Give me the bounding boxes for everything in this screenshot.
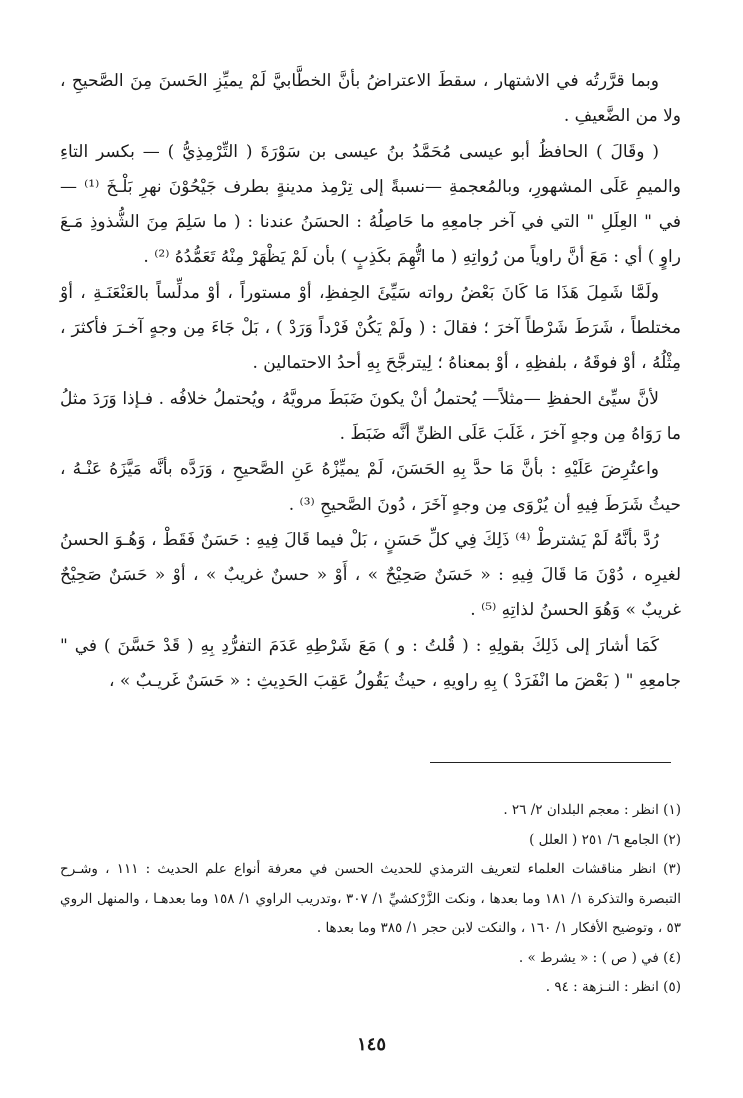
paragraph-7-text: كَمَا أشارَ إلى ذَلِكَ بقولِهِ : ( قُلتُ : و ) مَعَ شَرْطِهِ عَدَمَ التفرُّدِ بِهِ ( قَدْ حَسَّنَ ) في " جامعِهِ " ( بَعْضَ ما انْفَرَدْ ) بِهِ راويهِ ، حيثُ يَقُولُ عَقِبَ الحَدِيثِ : « حَسَنٌ غَريـبٌ » ،	[60, 635, 681, 692]
footnote-4: (٤) في ( ص ) : « يشرط » .	[518, 949, 681, 966]
paragraph-4	[60, 382, 681, 453]
footnote-5: (٥) انظر : النـزهة : ٩٤ .	[545, 979, 681, 995]
paragraph-3	[60, 276, 681, 382]
paragraph-2-text: ( وقَالَ ) الحافظُ أبو عيسى مُحَمَّدُ بنُ عيسى بن سَوْرَةَ ( التِّرْمِذِيُّ ) — بكسر التاءِ والميمِ عَلَى المشهورِ، وبالمُعجمةِ —نسبةً إلى تِرْمِذ مدينةٍ بطرف جَيْحُوْنَ نهرِ بَلْـخَ ⁽¹⁾ — في " العِلَلِ " التي في آخر جامعِهِ ما حَاصِلُهُ : الحسَنُ عندنا : ( ما سَلِمَ مِنَ الشُّذوذِ مَـعَ راوٍ ) أي : مَعَ أنَّ راوياً من رُواتِهِ ( ما اتُّهِمَ بكَذِبٍ ) بأن لَمْ يَظْهَرْ مِنْهُ تَعَمُّدُهُ ⁽²⁾ .	[60, 141, 681, 268]
paragraph-1-text: وبما قرَّرتُه في الاشتهار ، سقطَ الاعتراضُ بأنَّ الخطَّابيَّ لَمْ يميِّزِ الحَسنَ مِنَ الصَّحيحِ ، ولا من الضَّعيفِ .	[60, 71, 681, 127]
paragraph-2	[60, 135, 681, 276]
paragraph-5-text: واعتُرِضَ عَلَيْهِ : بأنَّ مَا حدَّ بِهِ الحَسَنَ، لَمْ يميِّزْهُ عَنِ الصَّحيحِ ، وَرَدَّه بأنَّه مَيَّزَهُ عَنْـهُ ، حيثُ شَرَطَ فِيهِ أن يُرْوَى مِن وجهٍ آخَرَ ، دُونَ الصَّحيحِ ⁽³⁾ .	[60, 459, 681, 515]
footnote-2: (٢) الجامع ٦/ ٢٥١ ( العلل )	[529, 831, 681, 848]
paragraph-6	[60, 523, 681, 629]
page-number: ١٤٥	[356, 1034, 386, 1055]
footnote-divider	[430, 762, 671, 763]
paragraph-1	[60, 64, 681, 135]
paragraph-3-text: ولَمَّا شَمِلَ هَذَا مَا كَانَ بَعْضُ رواته سَيِّئَ الحِفظِ، أوْ مستوراً ، أوْ مدلِّساً بالعَنْعَنَـةِ ، أوْ مختلطاً ، شَرَطَ شَرْطاً آخرَ ؛ فقالَ : ( ولَمْ يَكُنْ فَرْداً وَرَدْ ) ، بَلْ جَاءَ مِن وجهٍ آخـرَ فأكثرَ ، مِثْلُهُ ، أوْ فوقَهُ ، بلفظِهِ ، أوْ بمعناهُ ؛ لِيترجَّحَ بِهِ أحدُ الاحتمالين .	[60, 282, 681, 374]
footnote-3: (٣) انظر مناقشات العلماء لتعريف الترمذي للحديث الحسن في معرفة أنواع علم الحديث : ١١١ ، وشـرح التبصرة والتذكرة ١/ ١٨١ وما بعدها ، ونكت الزَّرْكشيِّ ١/ ٣٠٧ ،وتدريب الراوي ١/ ١٥٨ وما بعدهـا ، والمنهل الروي ٥٣ ، وتوضيح الأفكار ١/ ١٦٠ ، والنكت لابن حجر ١/ ٣٨٥ وما بعدها .	[60, 861, 682, 936]
paragraph-5	[60, 452, 681, 523]
footnotes	[60, 796, 681, 1003]
footnote-1: (١) انظر : معجم البلدان ٢/ ٢٦ .	[503, 802, 681, 818]
paragraph-7	[60, 629, 681, 700]
paragraph-6-text: رُدَّ بأنَّهُ لَمْ يَشترطْ ⁽⁴⁾ ذَلِكَ فِي كلِّ حَسَنٍ ، بَلْ فيما قَالَ فِيهِ : حَسَنٌ فَقَطْ ، وَهُـوَ الحسنُ لغيرِه ، دُوْنَ مَا قَالَ فِيهِ : « حَسَنٌ صَحِيْحٌ » ، أَوْ « حسنٌ غريبٌ » ، أوْ « حَسَنٌ صَحِيْحٌ غريبٌ » وَهُوَ الحسنُ لذاتِهِ ⁽⁵⁾ .	[60, 529, 681, 621]
main-text	[60, 64, 681, 699]
paragraph-4-text: لأنَّ سيِّئ الحفظِ —مثلاً— يُحتملُ أنْ يكونَ ضَبَطَ مرويَّهُ ، ويُحتملُ خلافُه . فـإذا وَرَدَ مثلُ ما رَوَاهُ مِن وجهٍ آخرَ ، غَلَبَ عَلَى الظنِّ أنَّه ضَبَطَ .	[60, 388, 681, 444]
